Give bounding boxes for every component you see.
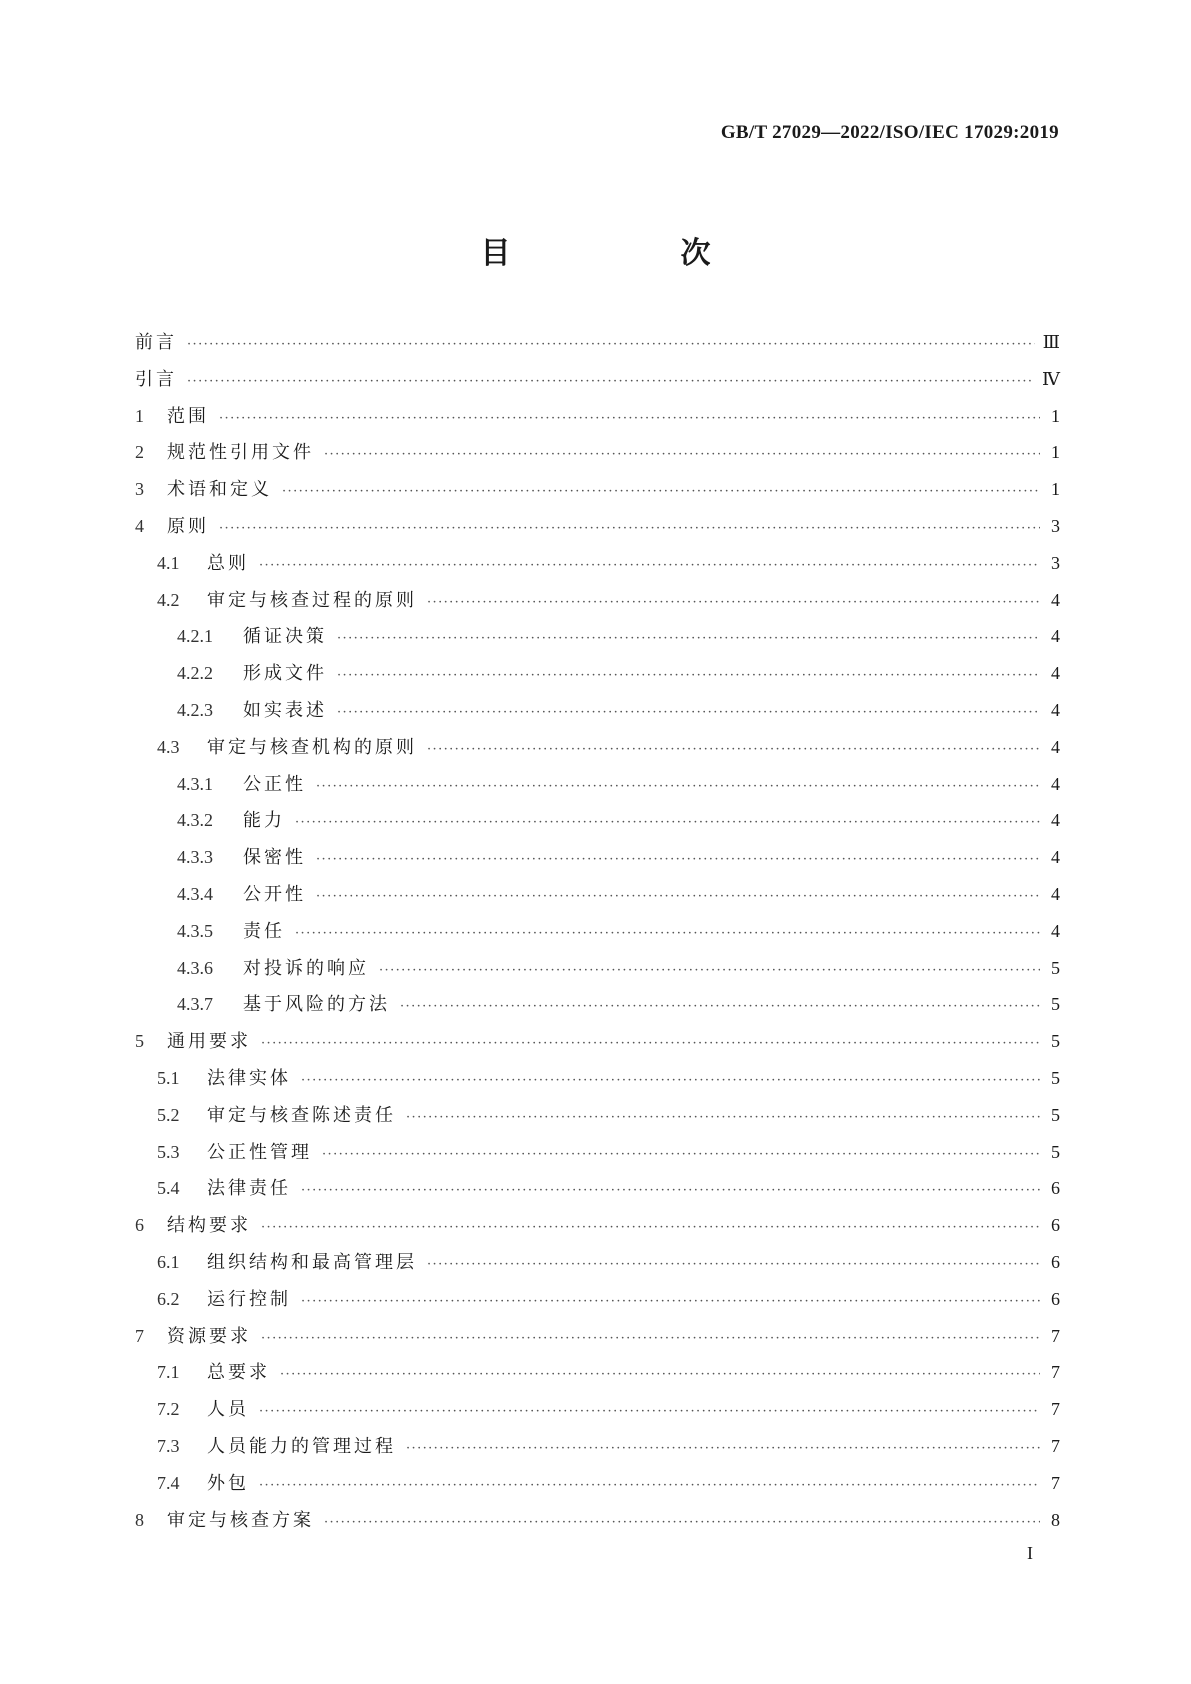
toc-entry[interactable]: [135, 1064, 1060, 1101]
toc-entry-title: 人员: [207, 1399, 249, 1421]
toc-entry-number: 3: [135, 479, 144, 500]
toc-entry-number: 4.3: [157, 736, 180, 757]
toc-entry-page: 4: [1051, 736, 1060, 757]
dot-leader: [261, 1220, 1040, 1235]
dot-leader: [337, 631, 1040, 646]
toc-entry[interactable]: [135, 328, 1060, 365]
dot-leader: [427, 1257, 1040, 1272]
toc-entry-title: 审定与核查机构的原则: [207, 736, 417, 758]
dot-leader: [259, 1404, 1040, 1419]
toc-entry-number: 1: [135, 405, 144, 426]
toc-entry-number: 5.2: [157, 1104, 180, 1125]
toc-entry-page: 4: [1051, 773, 1060, 794]
toc-entry[interactable]: [135, 1027, 1060, 1064]
toc-entry-title: 公正性管理: [207, 1141, 312, 1163]
toc-entry-title: 范围: [167, 405, 209, 427]
toc-entry[interactable]: [135, 954, 1060, 991]
toc-entry-page: 6: [1051, 1288, 1060, 1309]
dot-leader: [301, 1073, 1040, 1088]
dot-leader: [406, 1441, 1040, 1456]
dot-leader: [301, 1183, 1040, 1198]
toc-entry-number: 7.4: [157, 1472, 180, 1493]
toc-entry-page: 5: [1051, 994, 1060, 1015]
dot-leader: [322, 1147, 1040, 1162]
toc-entry-page: 7: [1051, 1435, 1060, 1456]
toc-entry-page: 4: [1051, 847, 1060, 868]
page-title: 目 次: [480, 236, 781, 271]
dot-leader: [261, 1331, 1040, 1346]
toc-entry-title: 对投诉的响应: [243, 957, 369, 979]
toc-entry[interactable]: [135, 806, 1060, 843]
toc-entry-number: 4.2.1: [177, 626, 213, 647]
toc-entry-title: 前言: [135, 332, 177, 353]
toc-entry-page: 7: [1051, 1399, 1060, 1420]
toc-entry[interactable]: [135, 1248, 1060, 1285]
toc-entry-page: 3: [1051, 515, 1060, 536]
toc-entry-page: Ⅲ: [1042, 332, 1060, 352]
toc-entry[interactable]: [135, 733, 1060, 770]
toc-entry[interactable]: [135, 1174, 1060, 1211]
toc-entry[interactable]: [135, 549, 1060, 586]
dot-leader: [219, 521, 1040, 536]
dot-leader: [427, 742, 1040, 757]
dot-leader: [427, 595, 1040, 610]
toc-entry-number: 4.3.4: [177, 883, 213, 904]
toc-entry-title: 法律责任: [207, 1178, 291, 1200]
toc-entry-page: 3: [1051, 552, 1060, 573]
standard-code: GB/T 27029—2022/ISO/IEC 17029:2019: [720, 122, 1059, 143]
dot-leader: [187, 374, 1034, 389]
toc-entry[interactable]: [135, 1211, 1060, 1248]
toc-entry[interactable]: [135, 402, 1060, 439]
toc-entry-title: 引言: [135, 368, 177, 390]
toc-entry-page: 6: [1051, 1215, 1060, 1236]
toc-entry-number: 7.3: [157, 1435, 180, 1456]
toc-entry-page: 1: [1051, 405, 1060, 426]
dot-leader: [316, 889, 1040, 904]
toc-entry[interactable]: [135, 843, 1060, 880]
toc-entry-number: 4.3.5: [177, 920, 213, 941]
toc-entry-number: 4.2.3: [177, 699, 213, 720]
toc-entry-title: 运行控制: [207, 1288, 291, 1310]
dot-leader: [295, 926, 1040, 941]
dot-leader: [187, 337, 1035, 352]
toc-entry-title: 能力: [243, 810, 285, 832]
toc-entry-page: 6: [1051, 1251, 1060, 1272]
toc-entry[interactable]: [135, 1506, 1060, 1543]
toc-entry-title: 组织结构和最高管理层: [207, 1251, 417, 1273]
toc-entry-title: 人员能力的管理过程: [207, 1435, 396, 1457]
toc-entry-page: 1: [1051, 479, 1060, 500]
toc-entry-page: 4: [1051, 626, 1060, 647]
toc-entry[interactable]: [135, 586, 1060, 623]
toc-entry-page: 5: [1051, 1104, 1060, 1125]
toc-entry-title: 基于风险的方法: [243, 994, 390, 1016]
toc-entry[interactable]: [135, 659, 1060, 696]
page-number: I: [1027, 1543, 1033, 1563]
toc-entry[interactable]: [135, 990, 1060, 1027]
toc-entry-number: 4.2.2: [177, 663, 213, 684]
toc-entry-page: 7: [1051, 1472, 1060, 1493]
dot-leader: [259, 558, 1040, 573]
toc-entry-number: 4.1: [157, 552, 180, 573]
toc-entry-title: 资源要求: [167, 1325, 251, 1347]
toc-entry-title: 公正性: [243, 773, 306, 795]
toc-entry-number: 4.3.6: [177, 957, 213, 978]
toc-entry-title: 规范性引用文件: [167, 442, 314, 464]
dot-leader: [337, 668, 1040, 683]
toc-entry-number: 4: [135, 515, 144, 536]
toc-entry-number: 5.1: [157, 1067, 180, 1088]
toc-entry-title: 公开性: [243, 883, 306, 905]
toc-entry-number: 7.1: [157, 1362, 180, 1383]
toc-entry-number: 4.3.1: [177, 773, 213, 794]
toc-entry[interactable]: [135, 1285, 1060, 1322]
toc-entry-page: 4: [1051, 883, 1060, 904]
toc-entry-number: 6: [135, 1215, 144, 1236]
toc-entry-page: 8: [1051, 1509, 1060, 1530]
toc-entry-number: 4.3.3: [177, 847, 213, 868]
dot-leader: [261, 1036, 1040, 1051]
toc-entry-number: 4.3.2: [177, 810, 213, 831]
toc-entry-page: 7: [1051, 1362, 1060, 1383]
toc-entry-title: 法律实体: [207, 1067, 291, 1089]
toc-entry-title: 外包: [207, 1472, 249, 1494]
dot-leader: [379, 963, 1040, 978]
dot-leader: [324, 1515, 1040, 1530]
toc-entry-page: 5: [1051, 957, 1060, 978]
toc-entry-number: 4.2: [157, 589, 180, 610]
toc-entry-page: 5: [1051, 1031, 1060, 1052]
toc-entry-page: 4: [1051, 810, 1060, 831]
toc-entry-number: 2: [135, 442, 144, 463]
dot-leader: [316, 852, 1040, 867]
toc-entry-page: 5: [1051, 1067, 1060, 1088]
dot-leader: [280, 1367, 1040, 1382]
toc-entry-number: 5: [135, 1031, 144, 1052]
toc-entry-page: 4: [1051, 699, 1060, 720]
table-of-contents: [135, 328, 1060, 1542]
toc-entry[interactable]: [135, 1395, 1060, 1432]
toc-entry[interactable]: [135, 917, 1060, 954]
toc-entry[interactable]: [135, 365, 1060, 402]
dot-leader: [295, 815, 1040, 830]
dot-leader: [219, 411, 1040, 426]
toc-entry[interactable]: [135, 1358, 1060, 1395]
toc-entry[interactable]: [135, 770, 1060, 807]
toc-entry-page: 1: [1051, 442, 1060, 463]
toc-entry-page: 4: [1051, 920, 1060, 941]
toc-entry-number: 7: [135, 1325, 144, 1346]
toc-entry-title: 审定与核查方案: [167, 1509, 314, 1531]
toc-entry-page: Ⅳ: [1042, 368, 1060, 389]
toc-entry-title: 形成文件: [243, 663, 327, 685]
toc-entry-page: 7: [1051, 1325, 1060, 1346]
toc-entry-title: 术语和定义: [167, 479, 272, 501]
toc-entry-title: 通用要求: [167, 1031, 251, 1053]
dot-leader: [406, 1110, 1040, 1125]
toc-entry-number: 4.3.7: [177, 994, 213, 1015]
toc-entry[interactable]: [135, 1138, 1060, 1175]
dot-leader: [301, 1294, 1040, 1309]
toc-entry[interactable]: [135, 1469, 1060, 1506]
toc-entry-title: 审定与核查陈述责任: [207, 1104, 396, 1126]
toc-entry-number: 6.1: [157, 1251, 180, 1272]
toc-entry[interactable]: [135, 475, 1060, 512]
dot-leader: [324, 447, 1040, 462]
toc-entry[interactable]: [135, 1432, 1060, 1469]
toc-entry-page: 6: [1051, 1178, 1060, 1199]
toc-entry-title: 循证决策: [243, 626, 327, 648]
dot-leader: [259, 1478, 1040, 1493]
toc-entry[interactable]: [135, 880, 1060, 917]
toc-entry-number: 5.4: [157, 1178, 180, 1199]
toc-entry-number: 7.2: [157, 1399, 180, 1420]
toc-entry[interactable]: [135, 622, 1060, 659]
toc-entry[interactable]: [135, 438, 1060, 475]
toc-entry[interactable]: [135, 696, 1060, 733]
toc-entry[interactable]: [135, 1101, 1060, 1138]
toc-entry-title: 审定与核查过程的原则: [207, 589, 417, 611]
toc-entry-number: 5.3: [157, 1141, 180, 1162]
toc-entry-title: 原则: [167, 515, 209, 537]
toc-entry-number: 6.2: [157, 1288, 180, 1309]
toc-entry[interactable]: [135, 512, 1060, 549]
toc-entry-page: 5: [1051, 1141, 1060, 1162]
dot-leader: [282, 484, 1040, 499]
toc-entry-title: 总要求: [207, 1362, 270, 1384]
dot-leader: [400, 999, 1040, 1014]
toc-entry-title: 结构要求: [167, 1215, 251, 1237]
toc-entry[interactable]: [135, 1322, 1060, 1359]
toc-entry-title: 如实表述: [243, 699, 327, 721]
toc-entry-title: 责任: [243, 920, 285, 942]
toc-entry-title: 总则: [207, 552, 249, 574]
toc-entry-page: 4: [1051, 589, 1060, 610]
toc-entry-page: 4: [1051, 663, 1060, 684]
toc-entry-number: 8: [135, 1509, 144, 1530]
dot-leader: [316, 779, 1040, 794]
dot-leader: [337, 705, 1040, 720]
toc-entry-title: 保密性: [243, 847, 306, 869]
